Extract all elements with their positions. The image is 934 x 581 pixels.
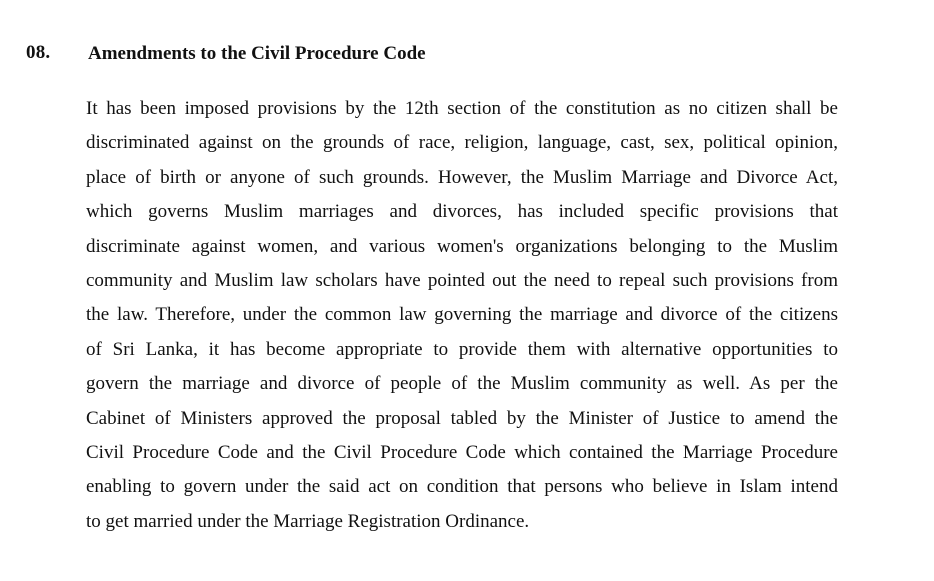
paragraph-line: discriminated against on the grounds of race, religion, language, cast, sex, political opinion, — [86, 132, 838, 154]
paragraph-line: the law. Therefore, under the common law governing the marriage and divorce of the citizens — [86, 304, 838, 326]
paragraph-line: govern the marriage and divorce of people of the Muslim community as well. As per the — [86, 373, 838, 395]
paragraph-line: It has been imposed provisions by the 12th section of the constitution as no citizen shall be — [86, 98, 838, 119]
paragraph-line: enabling to govern under the said act on condition that persons who believe in Islam intend — [86, 476, 838, 498]
paragraph-line: place of birth or anyone of such grounds. However, the Muslim Marriage and Divorce Act, — [86, 166, 838, 188]
paragraph-line: to get married under the Marriage Registration Ordinance. — [86, 510, 530, 532]
paragraph-line: community and Muslim law scholars have pointed out the need to repeal such provisions from — [86, 269, 838, 291]
section-number: 08. — [26, 42, 51, 63]
paragraph-line: Civil Procedure Code and the Civil Procedure Code which contained the Marriage Procedure — [86, 441, 838, 463]
paragraph-line: Cabinet of Ministers approved the proposal tabled by the Minister of Justice to amend the — [86, 407, 838, 429]
section-body-paragraph — [86, 92, 838, 539]
section-title: Amendments to the Civil Procedure Code — [88, 43, 426, 64]
paragraph-line: which governs Muslim marriages and divorces, has included specific provisions that — [86, 201, 838, 223]
paragraph-line: discriminate against women, and various women's organizations belonging to the Muslim — [86, 235, 838, 257]
paragraph-line: of Sri Lanka, it has become appropriate to provide them with alternative opportunities to — [86, 338, 838, 360]
